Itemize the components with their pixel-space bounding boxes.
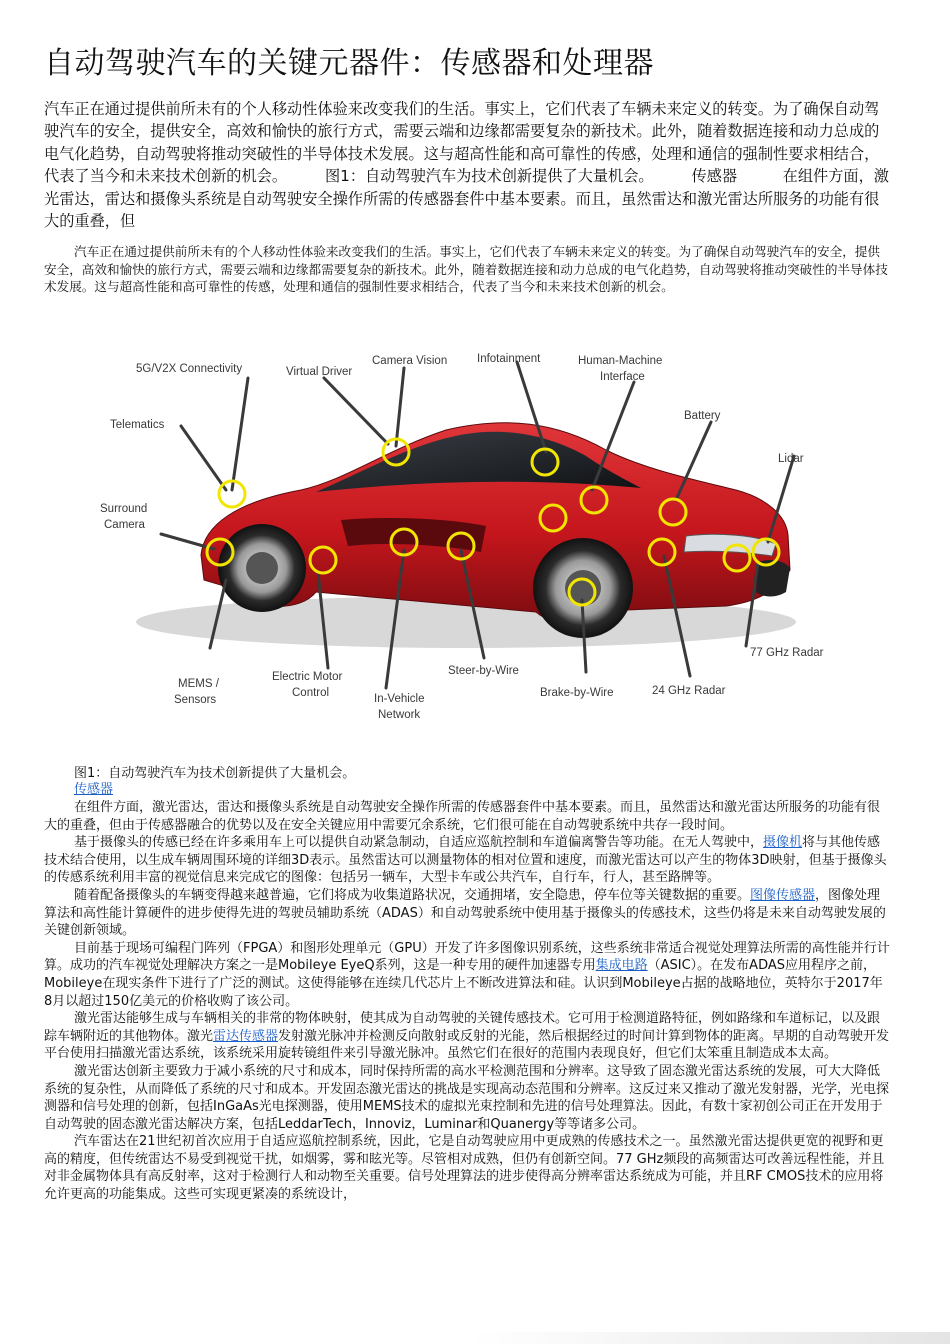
label-lidar: Lidar [778, 453, 804, 465]
figure-caption: 图1：自动驾驶汽车为技术创新提供了大量机会。 [74, 766, 356, 781]
page-bottom-edge [470, 1332, 950, 1344]
section-heading-sensors-link[interactable]: 传感器 [74, 782, 114, 797]
label-invehicle-line2: Network [378, 709, 421, 721]
label-connectivity: 5G/V2X Connectivity [136, 363, 243, 375]
paragraph-components: 在组件方面，激光雷达，雷达和摄像头系统是自动驾驶安全操作所需的传感器套件中基本要素。而且，虽然雷达和激光雷达所服务的功能有很大的重叠，但由于传感器融合的优势以及在安全关键应用中需要冗余系统，它们很可能在自动驾驶系统中共存一段时间。 [44, 800, 881, 833]
car-components-figure [86, 330, 876, 750]
label-motor-line1: Electric Motor [272, 671, 343, 683]
label-infotainment: Infotainment [477, 353, 541, 365]
label-brake-by-wire: Brake-by-Wire [540, 687, 614, 699]
label-steer-by-wire: Steer-by-Wire [448, 665, 519, 677]
article-body [44, 799, 890, 1204]
label-camera-vision: Camera Vision [372, 355, 448, 367]
paragraph-image-sensors: 随着配备摄像头的车辆变得越来越普遍，它们将成为收集道路状况，交通拥堵，安全隐患，停车位等关键数据的重要。图像传感器，图像处理算法和高性能计算硬件的进步使得先进的驾驶员辅助系统（ADAS）和自动驾驶系统中使用基于摄像头的传感技术，这些仍将是未来自动驾驶发展的关键创新领域。 [44, 887, 886, 939]
link-camera[interactable]: 摄像机 [763, 835, 803, 851]
label-surround-line2: Camera [104, 519, 145, 531]
summary-paragraph: 汽车正在通过提供前所未有的个人移动性体验来改变我们的生活。事实上，它们代表了车辆未来定义的转变。为了确保自动驾驶汽车的安全，提供安全，高效和愉快的旅行方式，需要云端和边缘都需要复杂的新技术。此外，随着数据连接和动力总成的电气化趋势，自动驾驶将推动突破性的半导体技术发展。这与超高性能和高可靠性的传感，处理和通信的强制性要求相结合，代表了当今和未来技术创新的机会。 [44, 244, 888, 294]
link-image-sensor[interactable]: 图像传感器 [750, 887, 816, 903]
label-24ghz-radar: 24 GHz Radar [652, 685, 726, 697]
paragraph-vision-processing: 目前基于现场可编程门阵列（FPGA）和图形处理单元（GPU）开发了许多图像识别系统，这些系统非常适合视觉处理算法所需的高性能并行计算。成功的汽车视觉处理解决方案之一是Mobileye EyeQ系列，这是一种专用的硬件加速器专用集成电路（ASIC）。在发布ADAS应用程序之前，Mobileye在现实条件下进行了广泛的测试。这使得能够在连续几代芯片上不断改进算法和硅。认识到Mobileye占据的战略地位，英特尔于2017年8月以超过150亿美元的价格收购了该公司。 [44, 940, 890, 1009]
label-virtual-driver: Virtual Driver [286, 366, 353, 378]
page-title: 自动驾驶汽车的关键元器件：传感器和处理器 [44, 46, 654, 81]
label-motor-line2: Control [292, 687, 330, 699]
label-telematics: Telematics [110, 419, 165, 431]
car-diagram [86, 330, 876, 750]
label-hmi-line2: Interface [600, 371, 645, 383]
link-integrated-circuit[interactable]: 集成电路 [595, 958, 648, 974]
label-mems-line2: Sensors [174, 694, 217, 706]
label-battery: Battery [684, 410, 721, 422]
intro-paragraph: 汽车正在通过提供前所未有的个人移动性体验来改变我们的生活。事实上，它们代表了车辆未来定义的转变。为了确保自动驾驶汽车的安全，提供安全，高效和愉快的旅行方式，需要云端和边缘都需要复杂的新技术。此外，随着数据连接和动力总成的电气化趋势，自动驾驶将推动突破性的半导体技术发展。这与超高性能和高可靠性的传感，处理和通信的强制性要求相结合，代表了当今和未来技术创新的机会。 图1：自动驾驶汽车为技术创新提供了大量机会。 传感器 在组件方面，激光雷达，雷达和摄像头系统是自动驾驶安全操作所需的传感器套件中基本要素。而且，虽然雷达和激光雷达所服务的功能有很大的重叠，但 [44, 100, 889, 231]
label-surround-line1: Surround [100, 503, 148, 515]
paragraph-solid-state-lidar: 激光雷达创新主要致力于减小系统的尺寸和成本，同时保持所需的高水平检测范围和分辨率。这导致了固态激光雷达系统的发展，可大大降低系统的复杂性，从而降低了系统的尺寸和成本。开发固态激光雷达的挑战是实现高动态范围和分辨率。这反过来又推动了激光发射器，光学，光电探测器和信号处理的创新，包括InGaAs光电探测器，使用MEMS技术的虚拟光束控制和先进的信号处理算法。因此，有数十家初创公司正在开发用于自动驾驶的固态激光雷达解决方案，包括LeddarTech，Innoviz，Luminar和Quanergy等等诸多公司。 [44, 1063, 890, 1132]
label-77ghz-radar: 77 GHz Radar [750, 647, 824, 659]
paragraph-camera-sensing: 基于摄像头的传感已经在许多乘用车上可以提供自动紧急制动，自适应巡航控制和车道偏离警告等功能。在无人驾驶中，摄像机将与其他传感技术结合使用，以生成车辆周围环境的详细3D表示。虽然雷达可以测量物体的相对位置和速度，而激光雷达可以产生的物体3D映射，但基于摄像头的传感系统利用丰富的视觉信息来完成它的图像：包括另一辆车，大型卡车或公共汽车，自行车，行人，甚至路牌等。 [44, 835, 887, 886]
paragraph-radar: 汽车雷达在21世纪初首次应用于自适应巡航控制系统，因此，它是自动驾驶应用中更成熟的传感技术之一。虽然激光雷达提供更宽的视野和更高的精度，但传统雷达不易受到视觉干扰，如烟雾，雾和眩光等。尽管相对成熟，但仍有创新空间。77 GHz频段的高频雷达可改善远程性能，并且对非金属物体具有高反射率，这对于检测行人和动物至关重要。信号处理算法的进步使得高分辨率雷达系统成为可能，并且RF CMOS技术的应用将允许更高的功能集成。这些可实现更紧凑的系统设计， [44, 1134, 885, 1203]
label-hmi-line1: Human-Machine [578, 355, 663, 367]
paragraph-lidar: 激光雷达能够生成与车辆相关的非常的物体映射，使其成为自动驾驶的关键传感技术。它可用于检测道路特征，例如路缘和车道标记，以及跟踪车辆附近的其他物体。激光雷达传感器发射激光脉冲并检测反向散射或反射的光能，然后根据经过的时间计算到物体的距离。早期的自动驾驶开发平台使用扫描激光雷达系统，该系统采用旋转镜组件来引导激光脉冲。虽然它们在很好的范围内表现良好，但它们太笨重且制造成本太高。 [44, 1011, 890, 1062]
label-invehicle-line1: In-Vehicle [374, 693, 425, 705]
label-mems-line1: MEMS / [178, 678, 219, 690]
link-radar-sensor[interactable]: 雷达传感器 [213, 1028, 279, 1044]
